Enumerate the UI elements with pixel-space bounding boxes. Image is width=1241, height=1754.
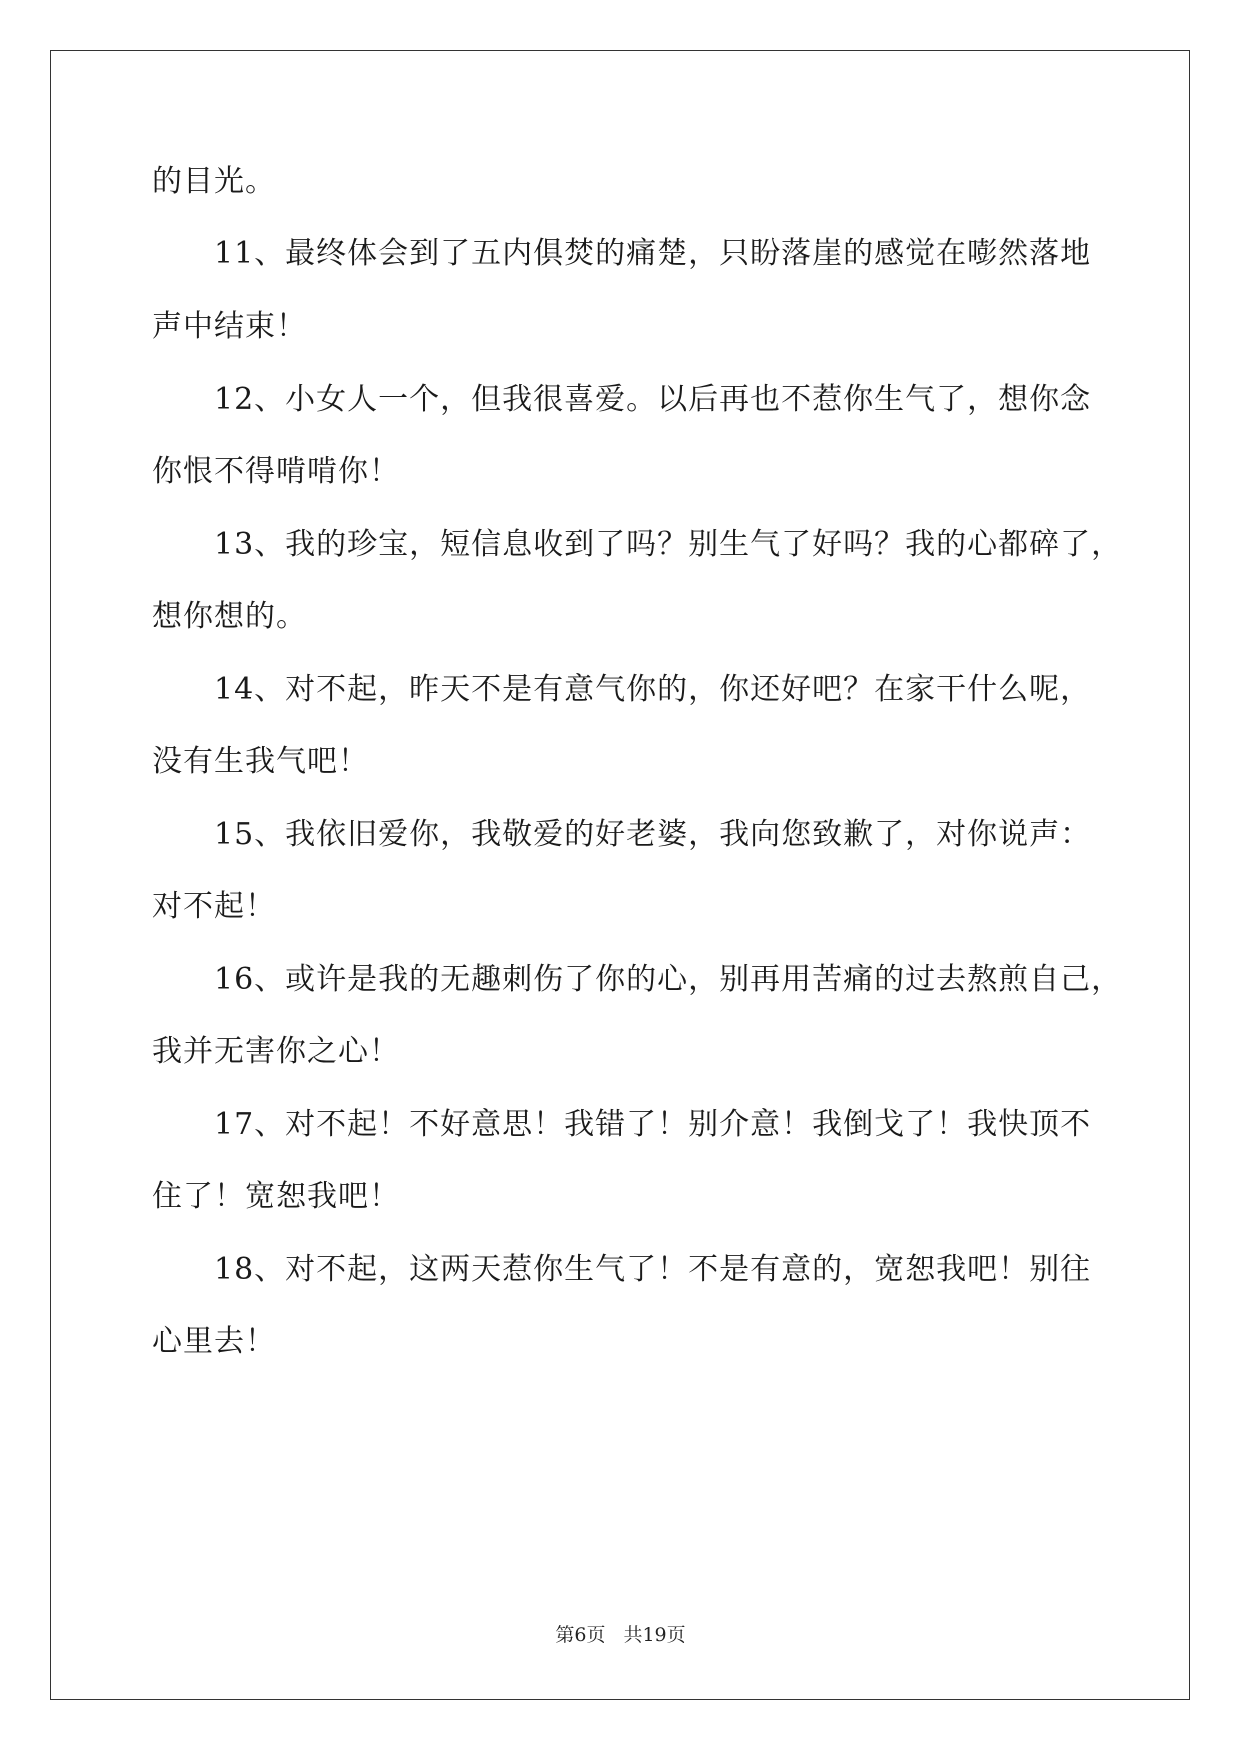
paragraph-17-line-1: 17、对不起！不好意思！我错了！别介意！我倒戈了！我快顶不 [214,1107,1092,1142]
page-number: 第6页 [555,1624,606,1646]
paragraph-12-line-2: 你恨不得啃啃你！ [152,454,400,489]
paragraph-17-line-2: 住了！宽恕我吧！ [152,1179,400,1214]
page-total: 共19页 [623,1624,686,1646]
paragraph-13-line-2: 想你想的。 [152,599,307,634]
page-border [50,50,1190,1700]
paragraph-14-line-2: 没有生我气吧！ [152,744,369,779]
text-line: 的目光。 [152,164,276,199]
paragraph-18-line-1: 18、对不起，这两天惹你生气了！不是有意的，宽恕我吧！别往 [214,1252,1092,1287]
paragraph-15-line-1: 15、我依旧爱你，我敬爱的好老婆，我向您致歉了，对你说声： [214,817,1092,852]
paragraph-12-line-1: 12、小女人一个，但我很喜爱。以后再也不惹你生气了，想你念 [214,382,1092,417]
paragraph-13-line-1: 13、我的珍宝，短信息收到了吗？别生气了好吗？我的心都碎了， [214,527,1123,562]
paragraph-11-line-2: 声中结束！ [152,309,307,344]
paragraph-11-line-1: 11、最终体会到了五内俱焚的痛楚，只盼落崖的感觉在嘭然落地 [214,236,1092,271]
paragraph-16-line-2: 我并无害你之心！ [152,1034,400,1069]
page-footer [0,1623,1241,1647]
paragraph-14-line-1: 14、对不起，昨天不是有意气你的，你还好吧？在家干什么呢， [214,672,1092,707]
paragraph-15-line-2: 对不起！ [152,889,276,924]
paragraph-18-line-2: 心里去！ [152,1324,276,1359]
paragraph-16-line-1: 16、或许是我的无趣刺伤了你的心，别再用苦痛的过去熬煎自己， [214,962,1123,997]
